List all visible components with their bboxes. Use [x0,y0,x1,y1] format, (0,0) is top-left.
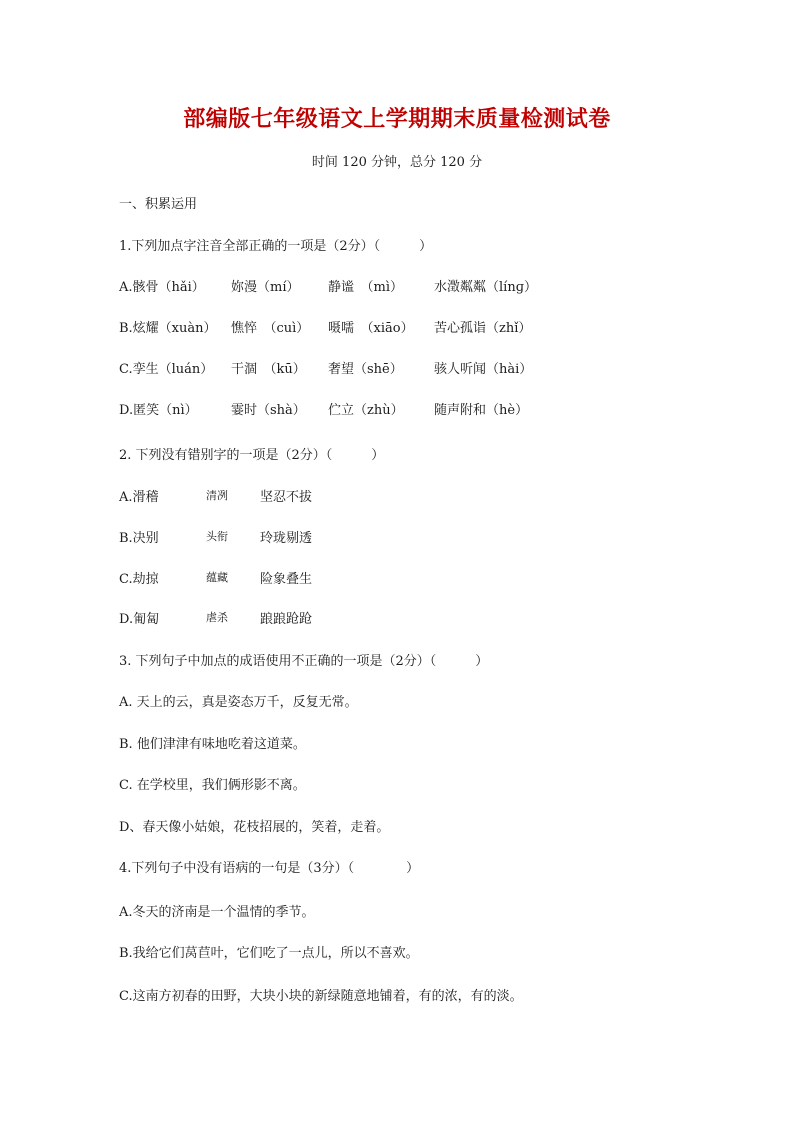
option-item: 蕴藏 [206,571,228,584]
option-item: 水澂粼粼（línɡ） [434,280,538,295]
option-item: 随声附和（hè） [434,403,529,418]
question-3-option-b: B. 他们津津有味地吃着这道菜。 [119,737,306,752]
option-item: 虐杀 [206,611,228,624]
question-1-stem: 1.下列加点字注音全部正确的一项是（2分）（ ） [119,239,433,254]
question-3-stem: 3. 下列句子中加点的成语使用不正确的一项是（2分）（ ） [119,654,489,669]
question-3-option-a: A. 天上的云，真是姿态万千，反复无常。 [119,695,358,710]
option-item: 险象叠生 [260,572,313,587]
option-item: A.骸骨（hǎi） [119,280,205,295]
option-item: 头衔 [206,530,228,543]
question-4-stem: 4.下列句子中没有语病的一句是（3分）（ ） [119,861,420,876]
option-item: 妳漫（mí） [231,280,300,295]
option-item: C.劫掠 [119,572,159,587]
option-item: D.匍匐 [119,612,160,627]
option-item: 骇人听闻（hài） [434,362,533,377]
option-item: 玲珑剔透 [260,531,313,546]
option-item: 清冽 [206,489,228,502]
page-title: 部编版七年级语文上学期期末质量检测试卷 [183,107,611,132]
question-3-option-c: C. 在学校里，我们俩形影不离。 [119,778,306,793]
option-item: 伫立（zhù） [328,403,404,418]
option-item: 奢望（shē） [328,362,403,377]
option-item: 静谧 （mì） [328,280,403,295]
option-item: 苦心孤诣（zhǐ） [434,321,532,336]
exam-info: 时间 120 分钟，总分 120 分 [311,155,483,170]
option-item: 憔悴 （cuì） [231,321,310,336]
section-heading: 一、积累运用 [119,197,198,212]
option-item: A.滑稽 [119,490,159,505]
question-4-option-c: C.这南方初春的田野，大块小块的新绿随意地铺着，有的浓，有的淡。 [119,989,523,1004]
question-4-option-a: A.冬天的济南是一个温情的季节。 [119,905,315,920]
question-2-stem: 2. 下列没有错别字的一项是（2分）（ ） [119,448,385,463]
question-3-option-d: D、春天像小姑娘，花枝招展的，笑着，走着。 [119,820,390,835]
question-4-option-b: B.我给它们莴苣叶，它们吃了一点儿，所以不喜欢。 [119,946,419,961]
option-item: 坚忍不拔 [260,490,313,505]
option-item: D.匿笑（nì） [119,403,198,418]
option-item: 霎时（shà） [231,403,306,418]
option-item: B.炫耀（xuàn） [119,321,217,336]
option-item: B.决别 [119,531,159,546]
option-item: 嗫嚅 （xiāo） [328,321,414,336]
option-item: C.孪生（luán） [119,362,214,377]
option-item: 干涸 （kū） [231,362,306,377]
option-item: 踉踉跄跄 [260,612,313,627]
